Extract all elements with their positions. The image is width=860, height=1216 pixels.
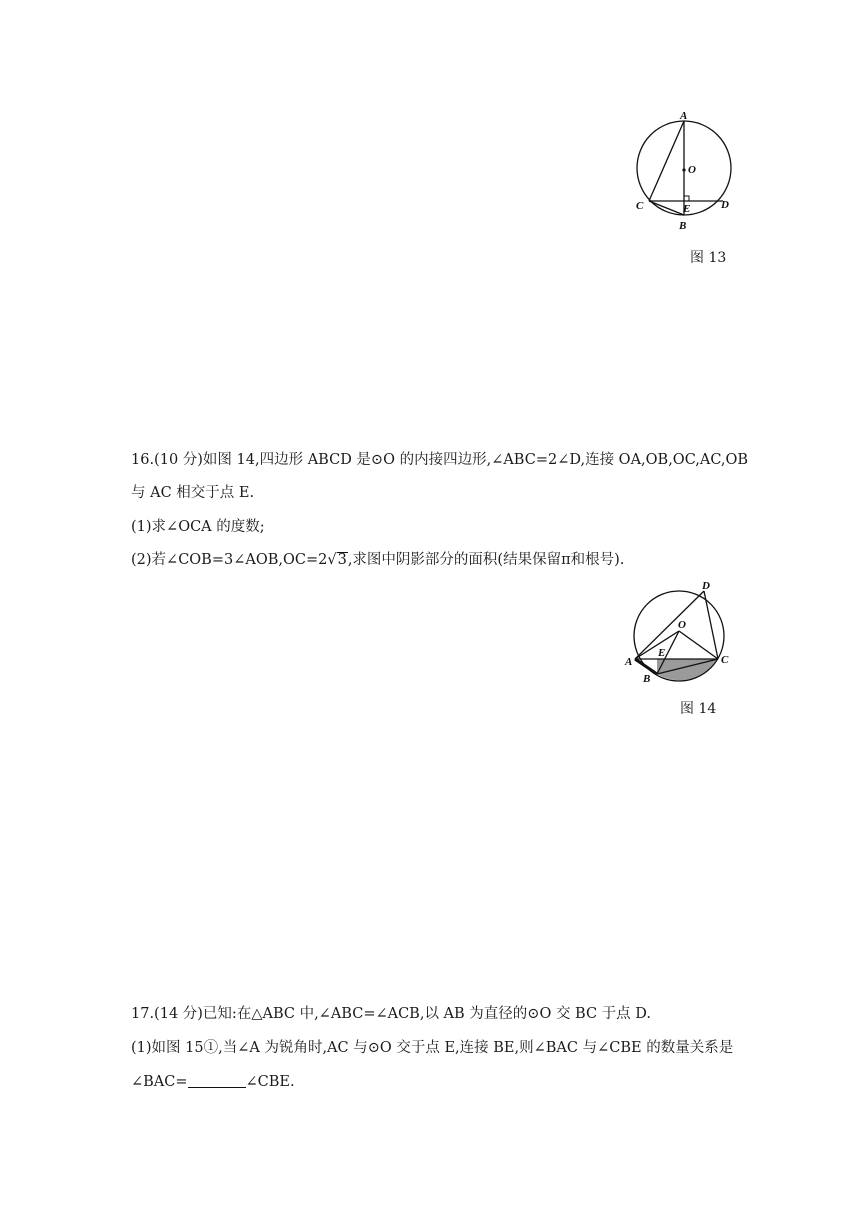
segment-dc <box>704 591 718 659</box>
label-a: A <box>625 656 633 668</box>
answer-blank[interactable] <box>188 1071 246 1088</box>
label-o: O <box>688 164 696 176</box>
problem-16-part-1: (1)求∠OCA 的度数; <box>131 519 265 535</box>
right-angle-mark <box>684 196 689 201</box>
line-3-text-after: ∠CBE. <box>245 1074 295 1090</box>
part-2-text-after: ,求图中阴影部分的面积(结果保留π和根号). <box>347 552 625 568</box>
label-d: D <box>721 199 729 211</box>
sqrt-sign: √ <box>327 552 337 568</box>
segment-cb <box>649 201 684 215</box>
problem-16-line-2: 与 AC 相交于点 E. <box>131 485 255 501</box>
segment-ab <box>635 659 657 674</box>
label-c: C <box>721 654 729 666</box>
sqrt-radicand: 3 <box>337 552 347 568</box>
label-d: D <box>702 580 710 592</box>
center-dot <box>682 168 685 171</box>
label-b: B <box>643 673 651 685</box>
figure-14 <box>620 578 750 688</box>
part-2-text-before: (2)若∠COB=3∠AOB,OC=2 <box>131 552 328 568</box>
problem-17-line-1: 17.(14 分)已知:在△ABC 中,∠ABC=∠ACB,以 AB 为直径的⊙O 交 BC 于点 D. <box>131 1006 652 1022</box>
label-b: B <box>679 220 687 232</box>
label-c: C <box>636 200 644 212</box>
figure-13 <box>624 108 744 238</box>
line-3-text-before: ∠BAC= <box>131 1074 188 1090</box>
label-o: O <box>678 619 686 631</box>
label-e: E <box>683 203 691 215</box>
problem-16-line-1: 16.(10 分)如图 14,四边形 ABCD 是⊙O 的内接四边形,∠ABC=2∠D,连接 OA,OB,OC,AC,OB <box>131 452 749 468</box>
label-e: E <box>658 647 666 659</box>
label-a: A <box>680 110 688 122</box>
problem-16-part-2 <box>131 550 624 570</box>
segment-oc <box>679 631 718 659</box>
problem-17-line-2: (1)如图 15①,当∠A 为锐角时,AC 与⊙O 交于点 E,连接 BE,则∠BAC 与∠CBE 的数量关系是 <box>131 1040 734 1056</box>
problem-17-line-3 <box>131 1071 295 1092</box>
chord-ac <box>649 121 684 201</box>
figure-14-caption: 图 14 <box>680 701 717 717</box>
figure-13-caption: 图 13 <box>690 250 727 266</box>
